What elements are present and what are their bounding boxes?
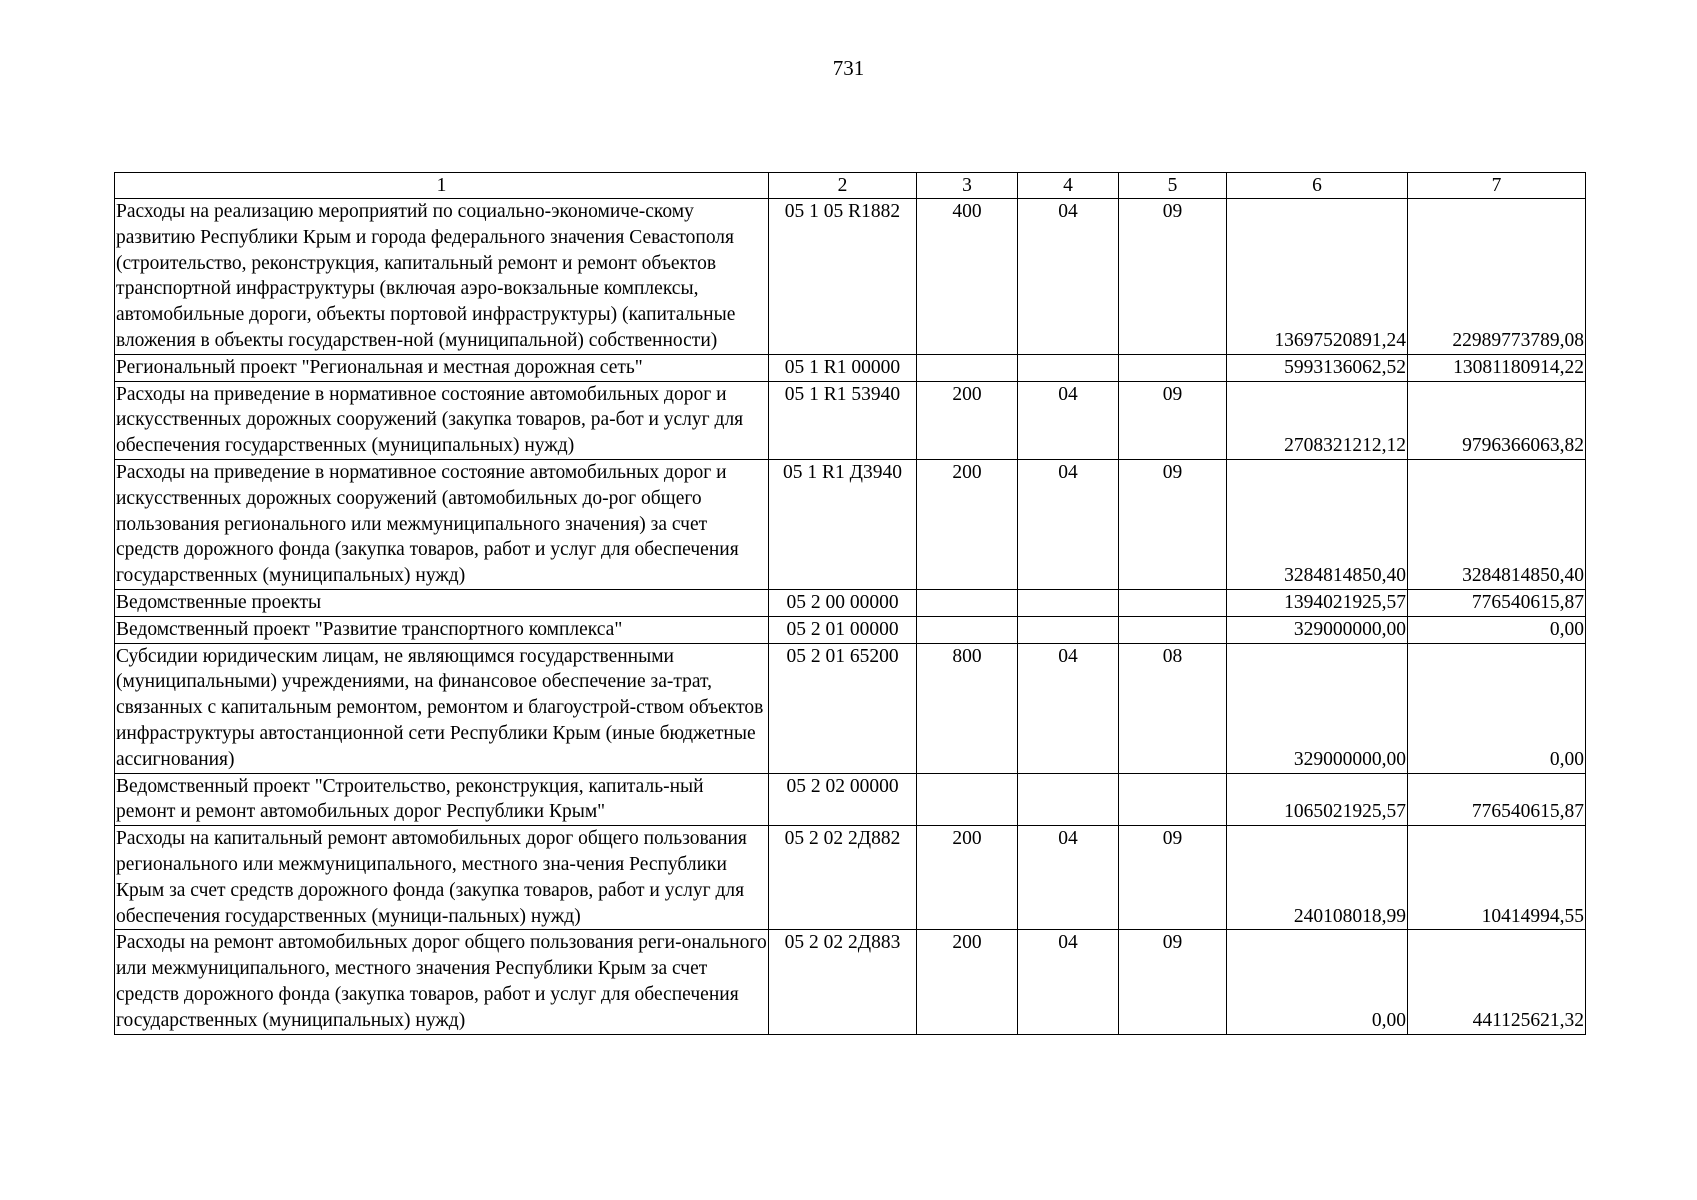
cell-amount-year2 <box>1408 643 1586 773</box>
amount-value: 9796366063,82 <box>1462 435 1584 457</box>
cell-target-code: 05 1 R1 00000 <box>769 354 917 381</box>
cell-amount-year2 <box>1408 930 1586 1034</box>
table-row <box>115 459 1586 589</box>
table-row <box>115 643 1586 773</box>
cell-amount-year1 <box>1227 930 1408 1034</box>
cell-expense-name: Ведомственный проект "Развитие транспортного комплекса" <box>115 616 769 643</box>
cell-section: 04 <box>1018 643 1119 773</box>
cell-amount-year2 <box>1408 381 1586 459</box>
cell-subsection: 08 <box>1119 643 1227 773</box>
cell-amount-year2 <box>1408 616 1586 643</box>
cell-expense-type: 400 <box>917 199 1018 355</box>
cell-section: 04 <box>1018 459 1119 589</box>
amount-value: 0,00 <box>1549 748 1584 770</box>
amount-value: 13697520891,24 <box>1274 329 1406 351</box>
table-row <box>115 826 1586 930</box>
cell-target-code: 05 2 02 00000 <box>769 773 917 826</box>
cell-expense-name: Расходы на реализацию мероприятий по социально-экономиче-скому развитию Республики Крым и города федерального значения Севастополя (строительство, реконструкция, капитальный ремонт и ремонт объектов транспортной инфраструктуры (включая аэро-вокзальные комплексы, автомобильные дороги, объекты портовой инфраструктуры) (капитальные вложения в объекты государствен-ной (муниципальной) собственности) <box>115 199 769 355</box>
cell-section <box>1018 773 1119 826</box>
amount-value: 1394021925,57 <box>1284 591 1406 613</box>
cell-amount-year2 <box>1408 199 1586 355</box>
cell-subsection: 09 <box>1119 459 1227 589</box>
cell-expense-type <box>917 616 1018 643</box>
amount-value: 10414994,55 <box>1481 905 1584 927</box>
cell-expense-type <box>917 589 1018 616</box>
cell-subsection: 09 <box>1119 930 1227 1034</box>
cell-amount-year1 <box>1227 643 1408 773</box>
amount-value: 22989773789,08 <box>1452 329 1584 351</box>
cell-amount-year1 <box>1227 773 1408 826</box>
amount-value: 776540615,87 <box>1471 591 1584 613</box>
column-header: 3 <box>917 173 1018 199</box>
table-header-row <box>115 173 1586 199</box>
cell-target-code: 05 2 00 00000 <box>769 589 917 616</box>
column-header: 5 <box>1119 173 1227 199</box>
column-header: 7 <box>1408 173 1586 199</box>
cell-subsection <box>1119 616 1227 643</box>
cell-amount-year1 <box>1227 381 1408 459</box>
cell-expense-name: Расходы на приведение в нормативное состояние автомобильных дорог и искусственных дорожных сооружений (закупка товаров, ра-бот и услуг для обеспечения государственных (муниципальных) нужд) <box>115 381 769 459</box>
cell-target-code: 05 1 R1 53940 <box>769 381 917 459</box>
table-row <box>115 381 1586 459</box>
cell-subsection: 09 <box>1119 199 1227 355</box>
cell-section: 04 <box>1018 930 1119 1034</box>
cell-amount-year1 <box>1227 826 1408 930</box>
table-row <box>115 589 1586 616</box>
amount-value: 329000000,00 <box>1293 618 1406 640</box>
cell-expense-type <box>917 354 1018 381</box>
cell-expense-name: Расходы на приведение в нормативное состояние автомобильных дорог и искусственных дорожных сооружений (автомобильных до-рог общего пользования регионального или межмуниципального значения) за счет средств дорожного фонда (закупка товаров, работ и услуг для обеспечения государственных (муниципальных) нужд) <box>115 459 769 589</box>
cell-expense-type: 200 <box>917 381 1018 459</box>
cell-amount-year1 <box>1227 199 1408 355</box>
table-row <box>115 773 1586 826</box>
column-header: 2 <box>769 173 917 199</box>
cell-amount-year1 <box>1227 589 1408 616</box>
cell-amount-year2 <box>1408 354 1586 381</box>
cell-target-code: 05 2 01 00000 <box>769 616 917 643</box>
amount-value: 0,00 <box>1371 1009 1406 1031</box>
cell-target-code: 05 1 05 R1882 <box>769 199 917 355</box>
amount-value: 5993136062,52 <box>1284 356 1406 378</box>
cell-amount-year1 <box>1227 616 1408 643</box>
table-row <box>115 930 1586 1034</box>
amount-value: 776540615,87 <box>1471 801 1584 823</box>
column-header: 6 <box>1227 173 1408 199</box>
cell-expense-type: 800 <box>917 643 1018 773</box>
cell-expense-type: 200 <box>917 459 1018 589</box>
cell-expense-type: 200 <box>917 826 1018 930</box>
amount-value: 3284814850,40 <box>1284 565 1406 587</box>
amount-value: 329000000,00 <box>1293 748 1406 770</box>
cell-section: 04 <box>1018 826 1119 930</box>
cell-expense-name: Региональный проект "Региональная и местная дорожная сеть" <box>115 354 769 381</box>
cell-expense-name: Ведомственные проекты <box>115 589 769 616</box>
cell-subsection <box>1119 773 1227 826</box>
cell-subsection: 09 <box>1119 381 1227 459</box>
cell-expense-type: 200 <box>917 930 1018 1034</box>
amount-value: 2708321212,12 <box>1284 435 1406 457</box>
cell-subsection <box>1119 589 1227 616</box>
cell-amount-year2 <box>1408 826 1586 930</box>
cell-section <box>1018 589 1119 616</box>
cell-amount-year2 <box>1408 589 1586 616</box>
amount-value: 13081180914,22 <box>1453 356 1584 378</box>
table-row <box>115 199 1586 355</box>
amount-value: 1065021925,57 <box>1284 801 1406 823</box>
cell-section: 04 <box>1018 199 1119 355</box>
page-number: 731 <box>832 56 865 80</box>
column-header: 4 <box>1018 173 1119 199</box>
cell-amount-year1 <box>1227 459 1408 589</box>
cell-section <box>1018 354 1119 381</box>
cell-expense-name: Расходы на ремонт автомобильных дорог общего пользования реги-онального или межмуниципального, местного значения Республики Крым за счет средств дорожного фонда (закупка товаров, работ и услуг для обеспечения государственных (муниципальных) нужд) <box>115 930 769 1034</box>
amount-value: 240108018,99 <box>1293 905 1406 927</box>
cell-target-code: 05 1 R1 Д3940 <box>769 459 917 589</box>
amount-value: 441125621,32 <box>1472 1009 1584 1031</box>
table-row <box>115 354 1586 381</box>
cell-section <box>1018 616 1119 643</box>
cell-expense-name: Ведомственный проект "Строительство, реконструкция, капиталь-ный ремонт и ремонт автомобильных дорог Республики Крым" <box>115 773 769 826</box>
cell-amount-year2 <box>1408 459 1586 589</box>
cell-subsection: 09 <box>1119 826 1227 930</box>
table-row <box>115 616 1586 643</box>
cell-expense-name: Субсидии юридическим лицам, не являющимся государственными (муниципальными) учреждениями, на финансовое обеспечение за-трат, связанных с капитальным ремонтом, ремонтом и благоустрой-ством объектов инфраструктуры автостанционной сети Республики Крым (иные бюджетные ассигнования) <box>115 643 769 773</box>
cell-subsection <box>1119 354 1227 381</box>
cell-target-code: 05 2 01 65200 <box>769 643 917 773</box>
cell-amount-year1 <box>1227 354 1408 381</box>
amount-value: 3284814850,40 <box>1462 565 1584 587</box>
amount-value: 0,00 <box>1549 618 1584 640</box>
cell-section: 04 <box>1018 381 1119 459</box>
cell-expense-name: Расходы на капитальный ремонт автомобильных дорог общего пользования регионального или межмуниципального, местного зна-чения Республики Крым за счет средств дорожного фонда (закупка товаров, работ и услуг для обеспечения государственных (муници-пальных) нужд) <box>115 826 769 930</box>
cell-target-code: 05 2 02 2Д883 <box>769 930 917 1034</box>
cell-expense-type <box>917 773 1018 826</box>
budget-table <box>114 172 1586 1035</box>
cell-amount-year2 <box>1408 773 1586 826</box>
cell-target-code: 05 2 02 2Д882 <box>769 826 917 930</box>
column-header: 1 <box>115 173 769 199</box>
